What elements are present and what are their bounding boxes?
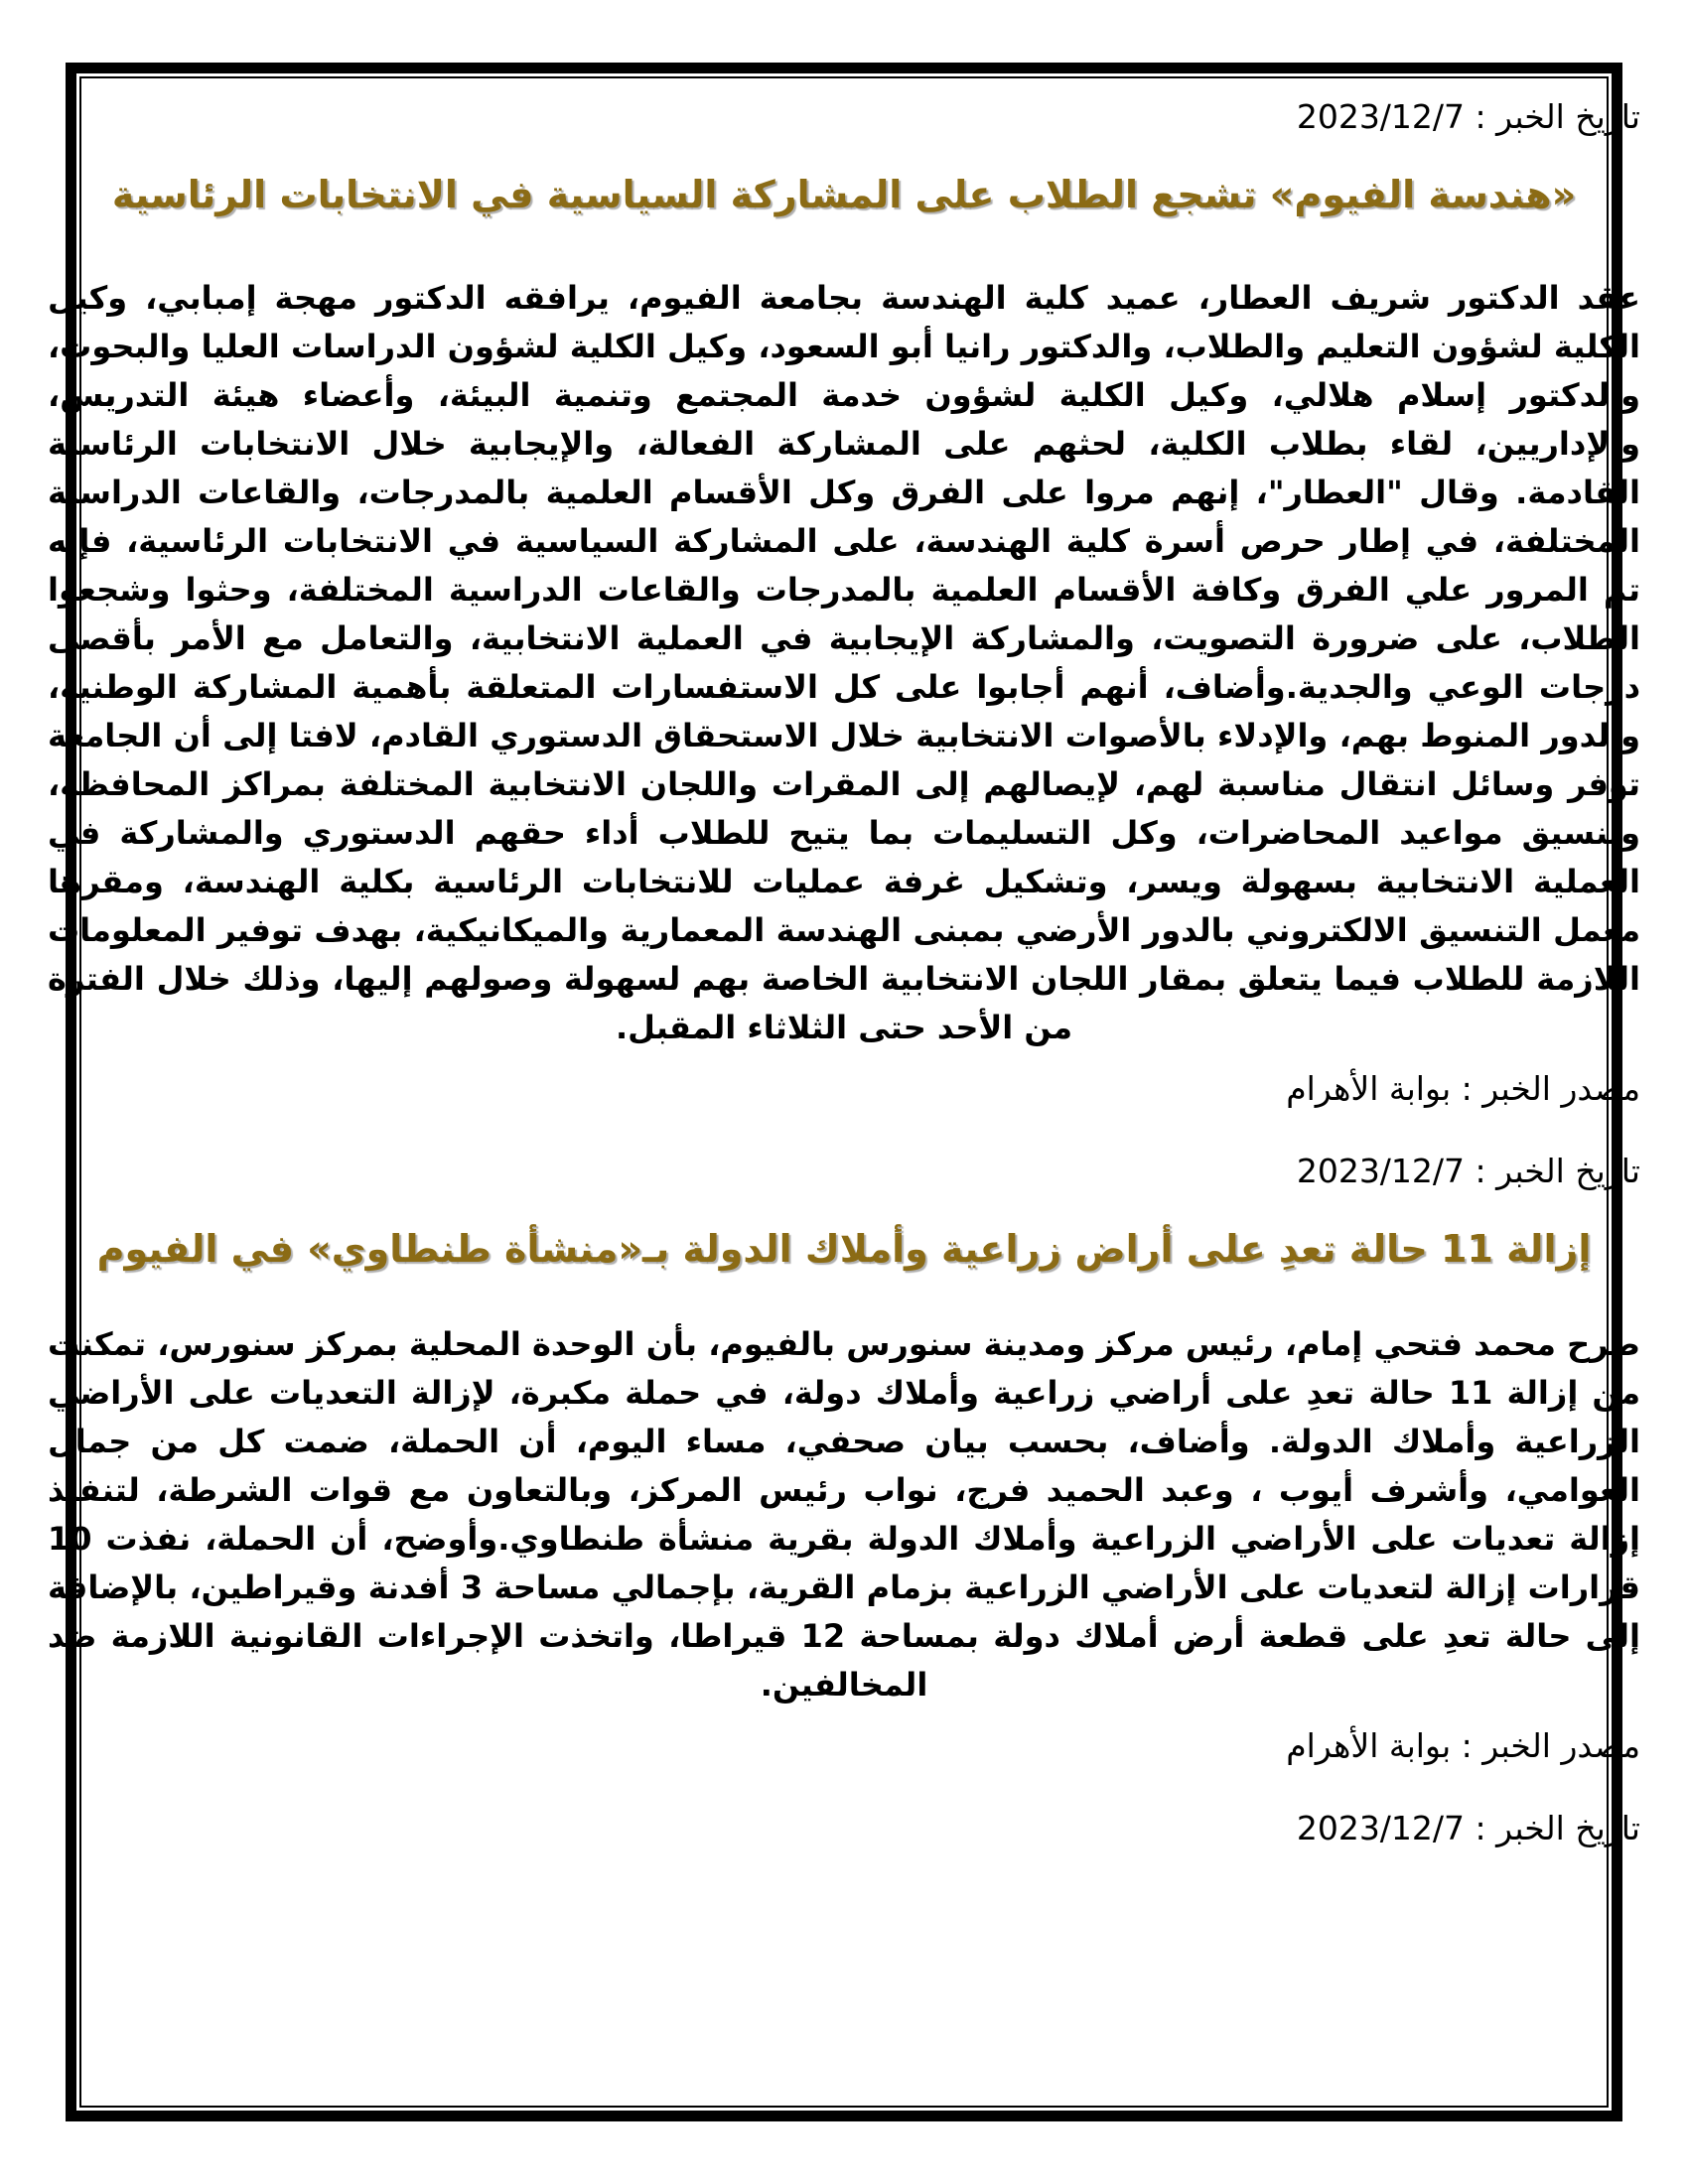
trailing-date: تاريخ الخبر : 2023/12/7 [1296,1809,1640,1847]
article-1-date: تاريخ الخبر : 2023/12/7 [1296,97,1640,136]
article-2-body: صرح محمد فتحي إمام، رئيس مركز ومدينة سنورس بالفيوم، بأن الوحدة المحلية بمركز سنورس، تمكنت من إزالة 11 حالة تعدِ على أراضي زراعية وأملاك دولة، في حملة مكبرة، لإزالة التعديات على الأراضي الزراعية وأملاك الدولة. وأضاف، بحسب بيان صحفي، مساء اليوم، أن الحملة، ضمت كل من جمال العوامي، وأشرف أيوب ، وعبد الحميد فرج، نواب رئيس المركز، وبالتعاون مع قوات الشرطة، لتنفيذ إزالة تعديات على الأراضي الزراعية وأملاك الدولة بقرية منشأة طنطاوي.وأوضح، أن الحملة، نفذت 10 قرارات إزالة لتعديات على الأراضي الزراعية بزمام القرية، بإجمالي مساحة 3 أفدنة وقيراطين، بالإضافة إلى حالة تعدِ على قطعة أرض أملاك دولة بمساحة 12 قيراطا، واتخذت الإجراءات القانونية اللازمة ضد المخالفين. [48,1325,1641,1704]
article-2-date: تاريخ الخبر : 2023/12/7 [1296,1152,1640,1190]
article-2-title: إزالة 11 حالة تعدِ على أراض زراعية وأملاك الدولة بـ«منشأة طنطاوي» في الفيوم [96,1227,1592,1271]
article-1-body: عقد الدكتور شريف العطار، عميد كلية الهندسة بجامعة الفيوم، يرافقه الدكتور مهجة إمبابي، وكيل الكلية لشؤون التعليم والطلاب، والدكتور رانيا أبو السعود، وكيل الكلية لشؤون الدراسات العليا والبحوث، والدكتور إسلام هلالي، وكيل الكلية لشؤون خدمة المجتمع وتنمية البيئة، وأعضاء هيئة التدريس، والإداريين، لقاء بطلاب الكلية، لحثهم على المشاركة الفعالة، والإيجابية خلال الانتخابات الرئاسية القادمة. وقال "العطار"، إنهم مروا على الفرق وكل الأقسام العلمية بالمدرجات، والقاعات الدراسية المختلفة، في إطار حرص أسرة كلية الهندسة، على المشاركة السياسية في الانتخابات الرئاسية، فإنه تم المرور علي الفرق وكافة الأقسام العلمية بالمدرجات والقاعات الدراسية المختلفة، وحثوا وشجعوا الطلاب، على ضرورة التصويت، والمشاركة الإيجابية في العملية الانتخابية، والتعامل مع الأمر بأقصى درجات الوعي والجدية.وأضاف، أنهم أجابوا على كل الاستفسارات المتعلقة بأهمية المشاركة الوطنية، والدور المنوط بهم، والإدلاء بالأصوات الانتخابية خلال الاستحقاق الدستوري القادم، لافتا إلى أن الجامعة توفر وسائل انتقال مناسبة لهم، لإيصالهم إلى المقرات واللجان الانتخابية المختلفة بمراكز المحافظة، وتنسيق مواعيد المحاضرات، وكل التسليمات بما يتيح للطلاب أداء حقهم الدستوري والمشاركة في العملية الانتخابية بسهولة ويسر، وتشكيل غرفة عمليات للانتخابات الرئاسية بكلية الهندسة، ومقرها معمل التنسيق الالكتروني بالدور الأرضي بمبنى الهندسة المعمارية والميكانيكية، بهدف توفير المعلومات اللازمة للطلاب فيما يتعلق بمقار اللجان الانتخابية الخاصة بهم لسهولة وصولهم إليها، وذلك خلال الفترة من الأحد حتى الثلاثاء المقبل. [48,279,1640,1046]
article-1-source: مصدر الخبر : بوابة الأهرام [1286,1069,1640,1108]
article-2-source: مصدر الخبر : بوابة الأهرام [1286,1726,1640,1765]
article-1-title: «هندسة الفيوم» تشجع الطلاب على المشاركة السياسية في الانتخابات الرئاسية [111,173,1577,216]
